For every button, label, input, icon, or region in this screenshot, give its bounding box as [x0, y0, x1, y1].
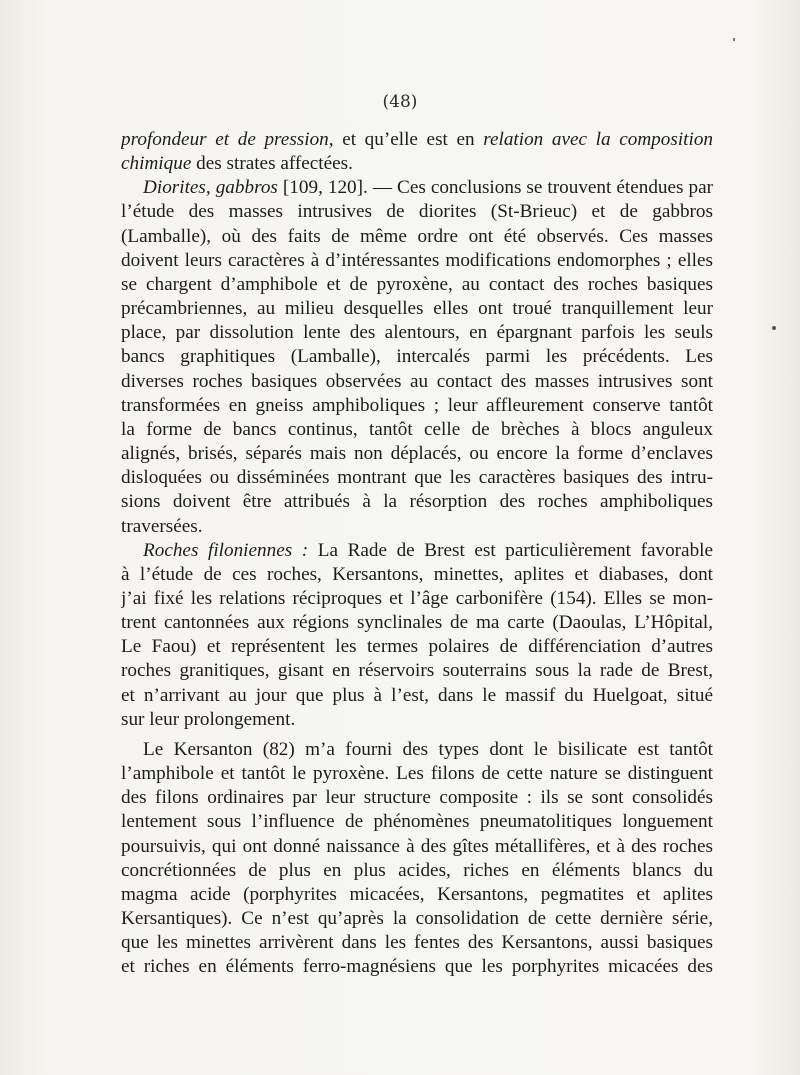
page-number: (48) — [382, 92, 418, 112]
text-line — [121, 539, 713, 563]
text-line — [121, 659, 713, 683]
text-run: Le Faou) et représentent les termes polaires de différenciation d’autres — [121, 636, 713, 658]
text-run: traversées. — [121, 515, 203, 537]
italic-run: Diorites, gabbros — [143, 177, 278, 199]
text-run: des filons ordinaires par leur structure composite : ils se sont consolidés — [121, 787, 713, 809]
italic-run: Roches filoniennes : — [143, 539, 309, 561]
text-line — [121, 883, 713, 907]
text-run: que les minettes arrivèrent dans les fentes des Kersantons, aussi basiques — [121, 932, 713, 954]
text-line — [121, 762, 713, 786]
scan-mark — [733, 38, 735, 41]
text-run: et n’arrivant au jour que plus à l’est, dans le massif du Huelgoat, situé — [121, 684, 713, 706]
text-line — [121, 442, 713, 466]
text-line — [121, 955, 713, 979]
text-run: doivent leurs caractères à d’intéressantes modifications endomorphes ; elles — [121, 249, 713, 271]
text-run: magma acide (porphyrites micacées, Kersantons, pegmatites et aplites — [121, 883, 713, 905]
text-line — [121, 176, 713, 200]
text-line — [121, 128, 713, 152]
text-run: des strates affectées. — [191, 153, 353, 175]
text-line — [121, 394, 713, 418]
text-line — [121, 225, 713, 249]
text-line — [121, 835, 713, 859]
text-line — [121, 738, 713, 762]
text-run: l’amphibole et tantôt le pyroxène. Les filons de cette nature se distinguent — [121, 763, 713, 785]
text-line — [121, 907, 713, 931]
text-run: transformées en gneiss amphiboliques ; leur affleurement conserve tantôt — [121, 394, 713, 416]
text-run: et qu’elle est en — [333, 129, 484, 150]
text-line — [121, 587, 713, 611]
body-text — [121, 128, 713, 979]
text-run: se chargent d’amphibole et de pyroxène, au contact des roches basiques — [121, 273, 713, 295]
paragraph — [121, 176, 713, 538]
text-run: diverses roches basiques observées au contact des masses intrusives sont — [121, 370, 713, 392]
text-run: j’ai fixé les relations réciproques et l’âge carbonifère (154). Elles se mon- — [121, 587, 713, 609]
text-run: concrétionnées de plus en plus acides, riches en éléments blancs du — [121, 859, 713, 881]
text-line — [121, 931, 713, 955]
text-line — [121, 273, 713, 297]
text-line — [121, 684, 713, 708]
paragraph — [121, 738, 713, 980]
text-line — [121, 810, 713, 834]
text-run: bancs graphitiques (Lamballe), intercalés parmi les précédents. Les — [121, 346, 713, 368]
text-line — [121, 370, 713, 394]
text-run: poursuivis, qui ont donné naissance à des gîtes métallifères, et à des roches — [121, 835, 713, 857]
paragraph — [121, 128, 713, 176]
text-run: (Lamballe), où des faits de même ordre ont été observés. Ces masses — [121, 225, 713, 247]
italic-run: relation avec la composition — [483, 129, 713, 150]
text-line — [121, 859, 713, 883]
text-line — [121, 297, 713, 321]
paragraph — [121, 539, 713, 732]
text-line — [121, 249, 713, 273]
text-line — [121, 786, 713, 810]
text-run: précambriennes, au milieu desquelles elles ont troué tranquillement leur — [121, 298, 713, 320]
text-run: place, par dissolution lente des alentours, en épargnant parfois les seuls — [121, 322, 713, 344]
text-run: sur leur prolongement. — [121, 708, 296, 730]
text-run: Le Kersanton (82) m’a fourni des types dont le bisilicate est tantôt — [143, 738, 713, 760]
text-line — [121, 466, 713, 490]
text-line — [121, 515, 713, 539]
text-run: trent cantonnées aux régions synclinales de ma carte (Daoulas, L’Hôpital, — [121, 612, 713, 634]
text-run: l’étude des masses intrusives de diorites (St-Brieuc) et de gabbros — [121, 201, 713, 223]
text-line — [121, 345, 713, 369]
text-run: lentement sous l’influence de phénomènes pneumatolitiques longuement — [121, 811, 713, 833]
text-line — [121, 418, 713, 442]
text-line — [121, 321, 713, 345]
text-line — [121, 490, 713, 514]
text-run: la forme de bancs continus, tantôt celle de brèches à blocs anguleux — [121, 418, 713, 440]
italic-run: chimique — [121, 153, 192, 175]
text-line — [121, 611, 713, 635]
text-run: [109, 120]. — Ces conclusions se trouvent étendues par — [277, 177, 713, 199]
italic-run: profondeur et de pression, — [121, 129, 334, 150]
text-line — [121, 152, 713, 176]
text-run: Kersantiques). Ce n’est qu’après la consolidation de cette dernière série, — [121, 908, 713, 929]
text-run: roches granitiques, gisant en réservoirs souterrains sous la rade de Brest, — [121, 660, 713, 682]
text-run: La Rade de Brest est particulièrement favorable — [308, 539, 713, 561]
text-line — [121, 635, 713, 659]
text-run: disloquées ou disséminées montrant que les caractères basiques des intru- — [121, 467, 713, 489]
text-line — [121, 708, 713, 732]
text-run: alignés, brisés, séparés mais non déplacés, ou encore la forme d’enclaves — [121, 443, 713, 465]
text-run: sions doivent être attribués à la résorption des roches amphiboliques — [121, 491, 713, 513]
scan-speck — [772, 326, 776, 330]
text-run: et riches en éléments ferro-magnésiens que les porphyrites micacées des — [121, 956, 713, 978]
text-line — [121, 200, 713, 224]
text-run: à l’étude de ces roches, Kersantons, minettes, aplites et diabases, dont — [121, 563, 713, 585]
text-line — [121, 563, 713, 587]
